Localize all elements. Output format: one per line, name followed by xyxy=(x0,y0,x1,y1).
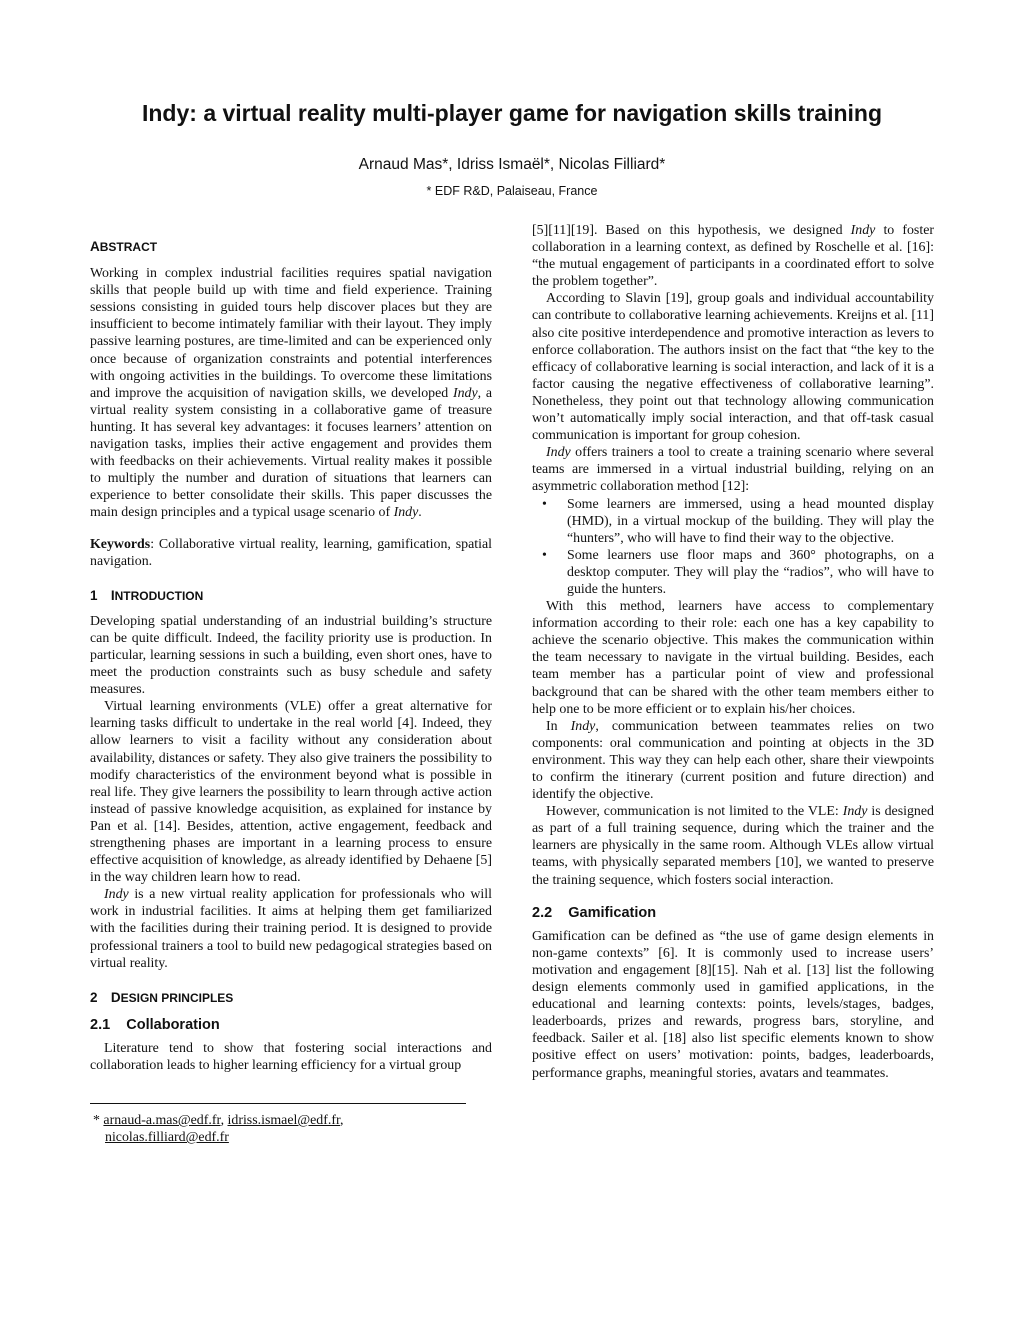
list-item: • Some learners are immersed, using a head mounted display (HMD), in a virtual mockup of the building. They will play the “hunters”, who will have to find their way to the objective. xyxy=(542,496,934,546)
email-link-filliard[interactable]: nicolas.filliard@edf.fr xyxy=(105,1130,229,1146)
subsection-heading-gamification: 2.2 Gamification xyxy=(532,904,657,921)
keywords: Keywords: Collaborative virtual reality, learning, gamification, spatial navigation. xyxy=(90,536,492,569)
roles-list xyxy=(532,496,934,599)
affiliation: * EDF R&D, Palaiseau, France xyxy=(426,184,598,198)
author-list: Arnaud Mas*, Idriss Ismaël*, Nicolas Filliard* xyxy=(358,156,666,173)
footnote: * arnaud-a.mas@edf.fr, idriss.ismael@edf.fr, nicolas.filliard@edf.fr xyxy=(93,1113,344,1146)
email-link-mas[interactable]: arnaud-a.mas@edf.fr xyxy=(103,1113,221,1128)
abstract-paragraph: Working in complex industrial facilities requires spatial navigation skills that people build up with time and field experience. Training sessions consisting in guided tours help discover places but they are insufficient to become intimately familiar with their layout. They imply passive learning postures, are time-limited and can be experienced only once because of organization constraints and potential interferences with ongoing activities in the buildings. To overcome these limitations and improve the acquisition of navigation skills, we developed Indy, a virtual reality system consisting in a collaborative game of treasure hunting. It has several key advantages: it focuses learners’ attention on navigation tasks, implies their active engagement and provides them with feedbacks on their achievements. Virtual reality makes it possible to multiply the number and duration of situations that learners can experience to better consolidate their skills. This paper discusses the main design principles and a typical usage scenario of Indy. xyxy=(90,266,492,521)
list-item: • Some learners use floor maps and 360° photographs, on a desktop computer. They will play the “radios”, who will have to guide the hunters. xyxy=(542,547,934,597)
method-paragraph: With this method, learners have access to complementary information according to their role: each one has a key capability to achieve the scenario objective. This makes the communication within the team necessary to navigate in the virtual building. Besides, each team member has a particular point of view and professional background that can be shared with the other team members either to help one to be more efficient or to explain his/her choices. xyxy=(532,599,934,717)
section-heading-design: 2 DESIGN PRINCIPLES xyxy=(90,989,234,1005)
intro-paragraph-2: Virtual learning environments (VLE) offer a great alternative for learning tasks difficult to undertake in the real world [4]. Indeed, they allow learners to visit a facility without any consideration about availability, distances or safety. They also give trainers the possibility to modify characteristics of the environment beyond what is possible in real life. They give learners the possibility to learn through active action instead of passive knowledge acquisition, as explained for instance by Pan et al. [14]. Besides, attention, active engagement, feedback and strengthening phases are important in a learning process to ensure effective acquisition of knowledge, as already identified by Dehaene [5] in the way children learn how to read. xyxy=(90,699,492,886)
scenario-paragraph: Indy offers trainers a tool to create a training scenario where several teams are immersed in a virtual industrial building, relying on an asymmetric collaboration method [12]: xyxy=(532,445,934,495)
gamification-paragraph: Gamification can be defined as “the use of game design elements in non-game contexts” [6]. It is commonly used to increase users’ motivation and engagement [8][15]. Nah et al. [13] list the following design elements commonly used in gamified applications, in the educational and learning contexts: points, levels/stages, badges, leaderboards, prizes and rewards, progress bars, storyline, and feedback. Sailer et al. [18] also list specific elements known to show positive effect on users’ motivation: points, badges, leaderboards, performance graphs, meaningful stories, avatars and teammates. xyxy=(532,928,934,1081)
slavin-paragraph: According to Slavin [19], group goals and individual accountability can contribute to collaborative learning achievements. Kreijns et al. [11] also cite positive interdependence and promotive interaction as levers to enforce collaboration. The authors insist on the fact that “the key to the efficacy of collaborative learning is social interaction, and lack of it is a factor causing the negative effectiveness of collaborative learning”. Nonetheless, they point out that technology allowing communication won’t automatically imply social interaction, and that off-task casual communication is important for group cohesion. xyxy=(532,291,934,444)
footnote-divider xyxy=(90,1103,466,1104)
left-column xyxy=(90,238,492,1074)
subsection-heading-collaboration: 2.1 Collaboration xyxy=(90,1016,220,1033)
intro-paragraph-1: Developing spatial understanding of an industrial building’s structure can be quite difficult. Indeed, the facility priority use is production. In particular, learning sessions in such a building, even short ones, have to meet the production constraints such as busy schedule and safety measures. xyxy=(90,613,492,698)
abstract-heading: ABSTRACT xyxy=(90,239,158,254)
intro-paragraph-3: Indy is a new virtual reality application for professionals who will work in industrial facilities. It aims at helping them get familiarized with the facilities during their training period. It is designed to provide professional trainers a tool to build new pedagogical strategies based on virtual reality. xyxy=(90,887,492,971)
email-link-ismael[interactable]: idriss.ismael@edf.fr xyxy=(227,1113,341,1128)
collaboration-paragraph: Literature tend to show that fostering social interactions and collaboration leads to higher learning efficiency for a virtual group xyxy=(90,1040,492,1074)
section-heading-introduction: 1 INTRODUCTION xyxy=(90,587,204,603)
communication-paragraph: In Indy, communication between teammates relies on two components: oral communication and pointing at objects in the 3D environment. This way they can help each other, share their viewpoints to confirm the itinerary (current position and future direction) and identify the objective. xyxy=(532,718,934,803)
training-sequence-paragraph: However, communication is not limited to the VLE: Indy is designed as part of a full training sequence, during which the trainer and the learners are physically in the same room. Although VLEs allow virtual teams, with physically separated members [10], we wanted to preserve the training sequence, which fosters social interaction. xyxy=(532,804,934,888)
collaboration-paragraph-cont: [5][11][19]. Based on this hypothesis, we designed Indy to foster collaboration in a learning context, as defined by Roschelle et al. [16]: “the mutual engagement of participants in a coordinated effort to solve the problem together”. xyxy=(532,223,934,290)
paper-title: Indy: a virtual reality multi-player game for navigation skills training xyxy=(141,100,883,126)
right-column xyxy=(532,222,934,1082)
